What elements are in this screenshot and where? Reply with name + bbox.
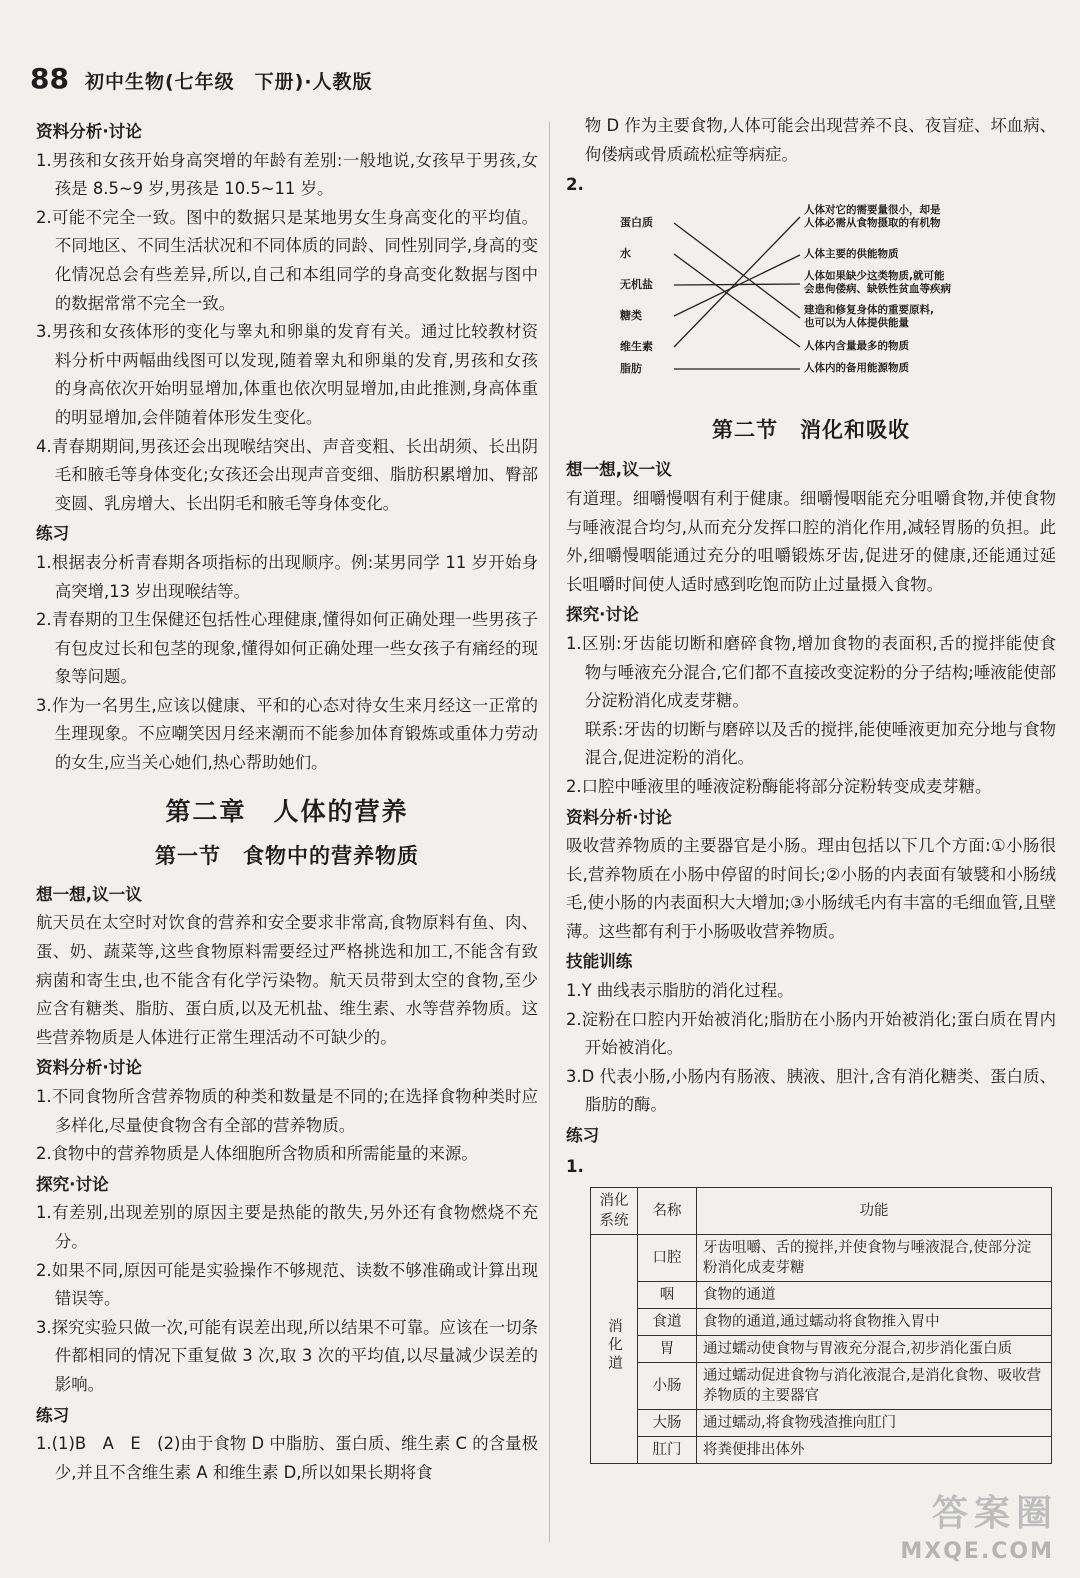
table-row [591,1437,1052,1464]
diagram-right-label: 人体对它的需要量很小，却是 人体必需从食物摄取的有机物 [804,203,941,229]
page-header [30,62,373,95]
table-row [591,1363,1052,1410]
organ-name: 胃 [638,1336,697,1363]
diagram-right-label: 人体内含量最多的物质 [804,339,909,352]
answer-item: 2.口腔中唾液里的唾液淀粉酶能将部分淀粉转变成麦芽糖。 [566,776,992,796]
answer-item: 2.淀粉在口腔内开始被消化;脂肪在小肠内开始被消化;蛋白质在胃内开始被消化。 [566,1009,1056,1058]
paragraph: 吸收营养物质的主要器官是小肠。理由包括以下几个方面:①小肠很长,营养物质在小肠中停留的时间长;②小肠的内表面有皱襞和小肠绒毛,使小肠的内表面积大大增加;③小肠绒毛内有丰富的毛细血管,且壁薄。这些都有利于小肠吸收营养物质。 [566,836,1056,941]
organ-function: 食物的通道 [697,1282,1052,1309]
answer-item: 3.作为一名男生,应该以健康、平和的心态对待女生来月经这一正常的生理现象。不应嘲笑因月经来潮而不能参加体育锻炼或重体力劳动的女生,应当关心她们,热心帮助她们。 [36,695,538,773]
left-column [36,116,538,1487]
answer-item: 2.可能不完全一致。图中的数据只是某地男女生身高变化的平均值。不同地区、不同生活状况和不同体质的同龄、同性别同学,身高的变化情况总会有些差异,所以,自己和本组同学的身高变化数据与图中的数据常常不完全一致。 [36,207,538,313]
group-label: 消化道 [606,1318,622,1374]
right-heading-explore: 探究·讨论 [566,605,639,625]
answer-item: 2.如果不同,原因可能是实验操作不够规范、读数不够准确或计算出现错误等。 [36,1260,538,1309]
answer-item: 1.(1)B A E (2)由于食物 D 中脂肪、蛋白质、维生素 C 的含量极少,并且不含维生素 A 和维生素 D,所以如果长期将食 [36,1434,538,1482]
diagram-left-label: 无机盐 [620,277,653,291]
answer-item: 1.区别:牙齿能切断和磨碎食物,增加食物的表面积,舌的搅拌能使食物与唾液充分混合,它们都不直接改变淀粉的分子结构;唾液能使部分淀粉消化成麦芽糖。 [566,633,1056,711]
organ-function: 通过蠕动促进食物与消化液混合,是消化食物、吸收营养物质的主要器官 [697,1363,1052,1410]
organ-name: 小肠 [638,1363,697,1410]
question-label: 1. [566,1156,584,1176]
right-heading-exercise: 练习 [566,1126,600,1146]
answer-item: 1.不同食物所含营养物质的种类和数量是不同的;在选择食物种类时应多样化,尽量使食物含有全部的营养物质。 [36,1087,538,1135]
table-row [591,1309,1052,1336]
right-column [566,112,1056,1464]
diagram-right-label: 人体内的备用能源物质 [804,361,909,374]
diagram-right-label: 人体主要的供能物质 [804,247,899,260]
connection-line [674,254,800,347]
diagram-left-label: 脂肪 [620,361,642,375]
watermark-url: MXQE.COM [900,1539,1054,1564]
table-header: 功能 [697,1188,1052,1235]
watermark-logo-cn: 答案圈 [931,1493,1058,1534]
diagram-right-label: 建造和修复身体的重要原料, 也可以为人体提供能量 [804,303,934,329]
table-group-cell [591,1235,638,1464]
answer-sub: 联系:牙齿的切断与磨碎以及舌的搅拌,能使唾液更加充分地与食物混合,促进淀粉的消化。 [584,719,1056,768]
left-heading-data-analysis: 资料分析·讨论 [36,122,142,141]
right-heading-think: 想一想,议一议 [566,460,672,480]
diagram-left-label: 蛋白质 [620,215,653,229]
organ-function: 通过蠕动使食物与胃液充分混合,初步消化蛋白质 [697,1336,1052,1363]
organ-name: 食道 [638,1309,697,1336]
organ-function: 通过蠕动,将食物残渣推向肛门 [697,1410,1052,1437]
answer-item: 3.男孩和女孩体形的变化与睾丸和卵巢的发育有关。通过比较教材资料分析中两幅曲线图可以发现,随着睾丸和卵巢的发育,男孩和女孩的身高依次开始明显增加,体重也依次明显增加,由此推测,身高体重的明显增加,会伴随着体形发生变化。 [36,322,538,427]
diagram-left-label: 糖类 [620,308,642,322]
diagram-left-label: 维生素 [620,339,653,353]
answer-item: 1.男孩和女孩开始身高突增的年龄有差别:一般地说,女孩早于男孩,女孩是 8.5~9 岁,男孩是 10.5~11 岁。 [36,150,538,199]
organ-name: 大肠 [638,1410,697,1437]
answer-item: 2.食物中的营养物质是人体细胞所含物质和所需能量的来源。 [36,1144,478,1164]
answer-item: 3.探究实验只做一次,可能有误差出现,所以结果不可靠。应该在一切条件都相同的情况下重复做 3 次,取 3 次的平均值,以尽量减少误差的影响。 [36,1317,538,1394]
table-header-row [591,1188,1052,1235]
table-row [591,1410,1052,1437]
answer-item: 1.有差别,出现差别的原因主要是热能的散失,另外还有食物燃烧不充分。 [36,1203,538,1251]
answer-item: 1.Y 曲线表示脂肪的消化过程。 [566,981,794,1001]
organ-name: 口腔 [638,1235,697,1282]
left-heading-think: 想一想,议一议 [36,884,142,904]
left-heading-exercise: 练习 [36,524,70,544]
organ-name: 咽 [638,1282,697,1309]
table-row [591,1336,1052,1363]
organ-function: 将粪便排出体外 [697,1437,1052,1464]
section-title: 第二节 消化和吸收 [712,417,910,442]
right-heading-skill: 技能训练 [566,952,633,972]
left-heading-exercise-2: 练习 [36,1405,70,1425]
table-header: 名称 [638,1188,697,1235]
paragraph: 有道理。细嚼慢咽有利于健康。细嚼慢咽能充分咀嚼食物,并使食物与唾液混合均匀,从而充分发挥口腔的消化作用,减轻胃肠的负担。此外,细嚼慢咽能通过充分的咀嚼锻炼牙齿,促进牙的健康,还能通过延长咀嚼时间使人适时感到吃饱而防止过量摄入食物。 [566,488,1056,594]
table-row [591,1282,1052,1309]
answer-item: 4.青春期期间,男孩还会出现喉结突出、声音变粗、长出胡须、长出阴毛和腋毛等身体变化;女孩还会出现声音变细、脂肪积累增加、臀部变圆、乳房增大、长出阴毛和腋毛等身体变化。 [36,436,538,513]
left-heading-data-analysis-2: 资料分析·讨论 [36,1058,142,1078]
question-label: 2. [566,175,584,195]
column-divider [549,122,550,1542]
organ-name: 肛门 [638,1437,697,1464]
answer-item: 2.青春期的卫生保健还包括性心理健康,懂得如何正确处理一些男孩子有包皮过长和包茎的现象,懂得如何正确处理一些女孩子有痛经的现象等问题。 [36,610,538,687]
table-header: 消化系统 [591,1188,638,1235]
right-heading-data-analysis: 资料分析·讨论 [566,807,672,827]
organ-function: 食物的通道,通过蠕动将食物推入胃中 [697,1309,1052,1336]
table-row [591,1235,1052,1282]
diagram-left-label: 水 [620,246,631,260]
organ-function: 牙齿咀嚼、舌的搅拌,并使食物与唾液混合,使部分淀粉消化成麦芽糖 [697,1235,1052,1282]
paragraph-continuation: 物 D 作为主要食物,人体可能会出现营养不良、夜盲症、坏血病、佝偻病或骨质疏松症等病症。 [584,116,1056,164]
paragraph: 航天员在太空时对饮食的营养和安全要求非常高,食物原料有鱼、肉、蛋、奶、蔬菜等,这些食物原料需要经过严格挑选和加工,不能含有致病菌和寄生虫,也不能含有化学污染物。航天员带到太空的食物,至少应含有糖类、脂肪、蛋白质,以及无机盐、维生素、水等营养物质。这些营养物质是人体进行正常生理活动不可缺少的。 [36,913,538,1047]
page-number: 88 [30,62,69,95]
section-title: 第一节 食物中的营养物质 [155,844,419,869]
answer-item: 1.根据表分析青春期各项指标的出现顺序。例:某男同学 11 岁开始身高突增,13 岁出现喉结等。 [36,552,538,601]
left-heading-explore: 探究·讨论 [36,1174,109,1194]
answer-item: 3.D 代表小肠,小肠内有肠液、胰液、胆汁,含有消化糖类、蛋白质、脂肪的酶。 [566,1066,1056,1115]
diagram-right-label: 人体如果缺少这类物质,就可能 会患佝偻病、缺铁性贫血等疾病 [804,269,951,295]
matching-diagram [618,202,1018,402]
chapter-title: 第二章 人体的营养 [165,796,409,826]
digestive-system-table [590,1187,1052,1464]
book-title: 初中生物(七年级 下册)·人教版 [84,71,373,93]
